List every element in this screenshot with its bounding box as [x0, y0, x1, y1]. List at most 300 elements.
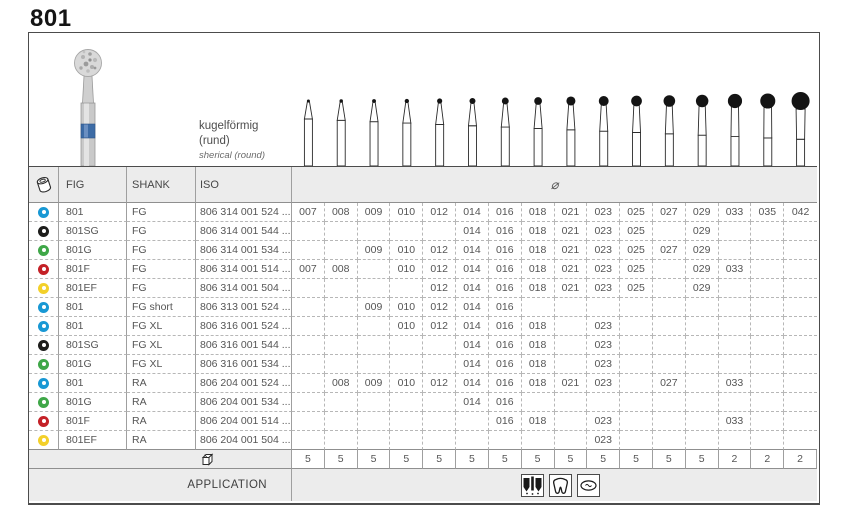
- size-cell: [456, 431, 489, 450]
- grit-color-dot: [38, 321, 49, 332]
- bur-size-silhouettes: [292, 53, 817, 166]
- grit-color-dot: [38, 378, 49, 389]
- size-cell: [620, 317, 653, 336]
- iso-cell: 806 314 001 534 ...: [196, 241, 292, 260]
- shape-name-de: kugelförmig: [199, 120, 259, 132]
- size-cell: 029: [686, 222, 719, 241]
- fig-cell: 801F: [59, 412, 127, 431]
- pack-quantity-cell: 5: [653, 450, 686, 469]
- shank-cell: FG XL: [127, 355, 196, 374]
- size-cell: [423, 393, 456, 412]
- cavity-preparation-icon: [521, 474, 544, 497]
- size-cell: 016: [489, 241, 522, 260]
- size-cell: 025: [620, 241, 653, 260]
- grit-dot-cell: [29, 393, 59, 412]
- size-cell: 014: [456, 336, 489, 355]
- size-cell: 033: [719, 203, 752, 222]
- size-cell: [292, 241, 325, 260]
- size-cell: 014: [456, 355, 489, 374]
- size-cell: [555, 355, 588, 374]
- size-cell: [555, 393, 588, 412]
- size-cell: [719, 241, 752, 260]
- size-cell: 008: [325, 260, 358, 279]
- pack-quantity-cell: 5: [325, 450, 358, 469]
- size-cell: [784, 317, 817, 336]
- grit-dot-cell: [29, 279, 59, 298]
- pack-quantity-cell: 5: [620, 450, 653, 469]
- shank-cell: FG XL: [127, 317, 196, 336]
- size-cell: [620, 355, 653, 374]
- size-cell: [555, 431, 588, 450]
- shank-cell: RA: [127, 412, 196, 431]
- inlay-preparation-icon: [577, 474, 600, 497]
- pack-quantity-cell: 5: [489, 450, 522, 469]
- bur-silhouette: [403, 99, 411, 166]
- size-cell: 025: [620, 279, 653, 298]
- grit-color-dot: [38, 245, 49, 256]
- grit-color-dot: [38, 283, 49, 294]
- grit-color-dot: [38, 397, 49, 408]
- size-cell: [292, 298, 325, 317]
- iso-cell: 806 204 001 504 ...: [196, 431, 292, 450]
- size-cell: [751, 393, 784, 412]
- size-cell: [784, 431, 817, 450]
- size-cell: [358, 222, 391, 241]
- iso-cell: 806 314 001 544 ...: [196, 222, 292, 241]
- shank-cell: RA: [127, 374, 196, 393]
- size-cell: 018: [522, 355, 555, 374]
- size-cell: [325, 279, 358, 298]
- bur-silhouette: [337, 99, 345, 166]
- size-cell: 018: [522, 241, 555, 260]
- size-cell: 012: [423, 241, 456, 260]
- pack-quantity-cell: 5: [686, 450, 719, 469]
- size-cell: 016: [489, 355, 522, 374]
- grit-color-dot: [38, 359, 49, 370]
- catalog-panel: [28, 32, 820, 505]
- size-cell: 010: [390, 241, 423, 260]
- size-cell: 018: [522, 336, 555, 355]
- size-cell: 012: [423, 260, 456, 279]
- grit-dot-cell: [29, 412, 59, 431]
- size-cell: 012: [423, 203, 456, 222]
- size-cell: 033: [719, 374, 752, 393]
- size-cell: [358, 431, 391, 450]
- fig-cell: 801: [59, 317, 127, 336]
- fig-cell: 801: [59, 298, 127, 317]
- bur-silhouette: [436, 98, 444, 166]
- size-cell: [653, 355, 686, 374]
- size-cell: 023: [587, 241, 620, 260]
- size-cell: [751, 317, 784, 336]
- shank-cell: FG: [127, 241, 196, 260]
- size-cell: 023: [587, 203, 620, 222]
- size-cell: [686, 317, 719, 336]
- pack-quantity-cell: 5: [587, 450, 620, 469]
- shape-description: [199, 119, 265, 162]
- size-cell: 016: [489, 298, 522, 317]
- grit-dot-cell: [29, 241, 59, 260]
- size-cell: [325, 393, 358, 412]
- grit-dot-cell: [29, 260, 59, 279]
- size-cell: 021: [555, 279, 588, 298]
- fig-cell: 801G: [59, 393, 127, 412]
- bur-silhouette: [728, 94, 742, 166]
- bur-silhouette: [760, 93, 775, 166]
- bur-silhouette: [468, 98, 476, 166]
- size-cell: [522, 298, 555, 317]
- iso-cell: 806 204 001 534 ...: [196, 393, 292, 412]
- size-cell: [784, 336, 817, 355]
- size-cell: 035: [751, 203, 784, 222]
- size-cell: 029: [686, 241, 719, 260]
- pack-quantity-cell: 5: [555, 450, 588, 469]
- shank-cell: FG XL: [127, 336, 196, 355]
- size-cell: [620, 298, 653, 317]
- size-cell: [358, 317, 391, 336]
- size-cell: 023: [587, 412, 620, 431]
- size-cell: 018: [522, 374, 555, 393]
- size-cell: [325, 336, 358, 355]
- size-cell: [390, 393, 423, 412]
- size-cell: [784, 260, 817, 279]
- size-cell: [325, 317, 358, 336]
- size-cell: 010: [390, 374, 423, 393]
- iso-cell: 806 314 001 524 ...: [196, 203, 292, 222]
- grit-color-dot: [38, 435, 49, 446]
- grit-color-dot: [38, 226, 49, 237]
- pack-quantity-cell: 2: [784, 450, 817, 469]
- size-cell: [751, 355, 784, 374]
- catalog-table: [29, 166, 817, 501]
- size-cell: [784, 355, 817, 374]
- size-cell: 007: [292, 203, 325, 222]
- size-cell: [719, 393, 752, 412]
- size-cell: 008: [325, 203, 358, 222]
- size-cell: 009: [358, 298, 391, 317]
- size-cell: [620, 412, 653, 431]
- size-cell: 012: [423, 298, 456, 317]
- iso-cell: 806 316 001 524 ...: [196, 317, 292, 336]
- fig-cell: 801G: [59, 355, 127, 374]
- size-cell: 021: [555, 222, 588, 241]
- size-cell: 009: [358, 203, 391, 222]
- size-cell: [686, 355, 719, 374]
- size-cell: 008: [325, 374, 358, 393]
- size-cell: 023: [587, 222, 620, 241]
- size-cell: 010: [390, 317, 423, 336]
- size-cell: 025: [620, 260, 653, 279]
- pack-quantity-cell: 5: [423, 450, 456, 469]
- shape-name-en: sherical (round): [199, 149, 265, 161]
- size-cell: [686, 393, 719, 412]
- size-cell: [686, 336, 719, 355]
- size-cell: [555, 412, 588, 431]
- size-cell: [390, 336, 423, 355]
- size-cell: 016: [489, 317, 522, 336]
- size-cell: [620, 336, 653, 355]
- size-cell: [653, 279, 686, 298]
- application-label: APPLICATION: [29, 469, 292, 501]
- size-cell: [653, 298, 686, 317]
- pack-quantity-cell: 5: [522, 450, 555, 469]
- size-cell: 021: [555, 374, 588, 393]
- size-cell: [686, 431, 719, 450]
- size-cell: 016: [489, 260, 522, 279]
- size-cell: [325, 355, 358, 374]
- size-cell: [751, 431, 784, 450]
- shank-cell: FG: [127, 260, 196, 279]
- grit-color-dot: [38, 264, 49, 275]
- size-cell: [784, 241, 817, 260]
- size-cell: 014: [456, 298, 489, 317]
- size-cell: 021: [555, 203, 588, 222]
- shank-header: SHANK: [127, 167, 196, 203]
- grit-dot-cell: [29, 336, 59, 355]
- fig-cell: 801G: [59, 241, 127, 260]
- grit-dot-cell: [29, 298, 59, 317]
- size-cell: [719, 336, 752, 355]
- iso-cell: 806 204 001 524 ...: [196, 374, 292, 393]
- size-cell: 023: [587, 431, 620, 450]
- size-cell: 033: [719, 260, 752, 279]
- occlusal-anatomy-icon: [549, 474, 572, 497]
- pack-quantity-cell: 5: [390, 450, 423, 469]
- bur-silhouette: [696, 95, 708, 166]
- size-cell: [653, 260, 686, 279]
- size-cell: [653, 317, 686, 336]
- size-cell: [423, 222, 456, 241]
- size-cell: 014: [456, 317, 489, 336]
- bur-silhouette: [370, 99, 378, 166]
- size-cell: 023: [587, 260, 620, 279]
- size-cell: [784, 298, 817, 317]
- size-cell: [653, 412, 686, 431]
- shank-cell: FG: [127, 279, 196, 298]
- grit-dot-cell: [29, 317, 59, 336]
- size-cell: [751, 412, 784, 431]
- size-cell: 014: [456, 393, 489, 412]
- grit-dot-cell: [29, 431, 59, 450]
- size-cell: 010: [390, 298, 423, 317]
- grit-color-dot: [38, 302, 49, 313]
- size-cell: [555, 298, 588, 317]
- size-cell: 016: [489, 336, 522, 355]
- size-cell: [751, 298, 784, 317]
- grit-color-dot: [38, 207, 49, 218]
- bur-silhouette: [599, 96, 609, 166]
- shank-cell: RA: [127, 393, 196, 412]
- grit-dot-cell: [29, 374, 59, 393]
- size-cell: 025: [620, 203, 653, 222]
- size-cell: [686, 412, 719, 431]
- fig-cell: 801EF: [59, 279, 127, 298]
- size-cell: 014: [456, 279, 489, 298]
- size-cell: [292, 393, 325, 412]
- size-cell: [653, 336, 686, 355]
- size-cell: 012: [423, 317, 456, 336]
- size-cell: 009: [358, 241, 391, 260]
- bur-silhouette: [501, 98, 509, 166]
- bur-silhouette: [792, 92, 810, 166]
- iso-cell: 806 316 001 544 ...: [196, 336, 292, 355]
- size-cell: 023: [587, 355, 620, 374]
- size-cell: [390, 412, 423, 431]
- size-cell: 014: [456, 222, 489, 241]
- size-cell: [423, 412, 456, 431]
- iso-cell: 806 313 001 524 ...: [196, 298, 292, 317]
- size-cell: [358, 355, 391, 374]
- bur-photo: [59, 43, 139, 166]
- fig-header: FIG: [59, 167, 127, 203]
- pack-quantity-cell: 5: [358, 450, 391, 469]
- fig-cell: 801SG: [59, 336, 127, 355]
- size-cell: [390, 222, 423, 241]
- size-cell: [292, 431, 325, 450]
- size-cell: [292, 222, 325, 241]
- size-cell: [751, 336, 784, 355]
- application-icons-cell: [292, 469, 817, 501]
- size-cell: 023: [587, 317, 620, 336]
- shape-name-de-2: (rund): [199, 134, 230, 147]
- size-cell: [522, 393, 555, 412]
- size-cell: [325, 241, 358, 260]
- size-cell: 018: [522, 260, 555, 279]
- size-cell: [292, 355, 325, 374]
- size-cell: [751, 222, 784, 241]
- size-cell: 023: [587, 279, 620, 298]
- size-cell: [653, 222, 686, 241]
- grit-dot-cell: [29, 222, 59, 241]
- iso-cell: 806 316 001 534 ...: [196, 355, 292, 374]
- fig-cell: 801EF: [59, 431, 127, 450]
- iso-cell: 806 204 001 514 ...: [196, 412, 292, 431]
- size-cell: [653, 393, 686, 412]
- size-cell: [719, 431, 752, 450]
- iso-cell: 806 314 001 514 ...: [196, 260, 292, 279]
- size-cell: 014: [456, 260, 489, 279]
- size-cell: [587, 393, 620, 412]
- size-cell: [390, 355, 423, 374]
- size-cell: [325, 222, 358, 241]
- size-cell: 029: [686, 279, 719, 298]
- size-cell: [358, 279, 391, 298]
- size-cell: 007: [292, 260, 325, 279]
- size-cell: [784, 393, 817, 412]
- size-cell: [587, 298, 620, 317]
- size-cell: [325, 412, 358, 431]
- size-cell: [751, 374, 784, 393]
- size-cell: [686, 374, 719, 393]
- size-cell: [719, 317, 752, 336]
- size-cell: [456, 412, 489, 431]
- size-cell: [489, 431, 522, 450]
- size-cell: 027: [653, 374, 686, 393]
- pack-quantity-cell: 2: [719, 450, 752, 469]
- size-cell: [555, 336, 588, 355]
- size-cell: 016: [489, 222, 522, 241]
- iso-cell: 806 314 001 504 ...: [196, 279, 292, 298]
- size-cell: [555, 317, 588, 336]
- size-cell: [423, 431, 456, 450]
- size-cell: [784, 279, 817, 298]
- bur-silhouette: [534, 97, 542, 166]
- fig-cell: 801: [59, 374, 127, 393]
- size-cell: 016: [489, 374, 522, 393]
- pack-quantity-cell: 5: [292, 450, 325, 469]
- size-cell: [358, 260, 391, 279]
- size-cell: [784, 222, 817, 241]
- size-cell: 033: [719, 412, 752, 431]
- size-cell: 016: [489, 279, 522, 298]
- size-cell: [292, 279, 325, 298]
- size-cell: [325, 431, 358, 450]
- size-cell: [686, 298, 719, 317]
- diameter-header: ⌀: [292, 167, 817, 203]
- pack-quantity-cell: 5: [456, 450, 489, 469]
- fig-cell: 801SG: [59, 222, 127, 241]
- grit-dot-cell: [29, 203, 59, 222]
- shank-cell: FG short: [127, 298, 196, 317]
- size-cell: [620, 374, 653, 393]
- size-cell: [325, 298, 358, 317]
- shank-cell: FG: [127, 222, 196, 241]
- size-cell: 012: [423, 279, 456, 298]
- size-cell: 018: [522, 279, 555, 298]
- size-cell: 018: [522, 222, 555, 241]
- size-cell: 027: [653, 241, 686, 260]
- size-cell: [751, 260, 784, 279]
- size-cell: [719, 355, 752, 374]
- size-cell: 042: [784, 203, 817, 222]
- size-cell: [653, 431, 686, 450]
- iso-header: ISO: [196, 167, 292, 203]
- size-cell: 014: [456, 374, 489, 393]
- size-cell: 029: [686, 260, 719, 279]
- size-cell: [719, 279, 752, 298]
- size-cell: [390, 279, 423, 298]
- size-cell: 016: [489, 412, 522, 431]
- bur-silhouette: [664, 95, 676, 166]
- size-cell: [390, 431, 423, 450]
- grit-color-dot: [38, 416, 49, 427]
- size-cell: [292, 412, 325, 431]
- size-cell: [784, 374, 817, 393]
- size-cell: [719, 298, 752, 317]
- bur-silhouette: [566, 96, 575, 166]
- size-cell: [358, 336, 391, 355]
- bur-silhouette: [631, 96, 642, 166]
- size-cell: [423, 355, 456, 374]
- package-icon: [29, 450, 292, 469]
- shank-cell: FG: [127, 203, 196, 222]
- grit-color-dot: [38, 340, 49, 351]
- fig-cell: 801: [59, 203, 127, 222]
- shank-cell: RA: [127, 431, 196, 450]
- size-cell: [292, 336, 325, 355]
- bur-silhouette: [304, 99, 312, 166]
- size-cell: 027: [653, 203, 686, 222]
- size-cell: 018: [522, 203, 555, 222]
- size-cell: 018: [522, 317, 555, 336]
- size-cell: [358, 412, 391, 431]
- size-cell: 025: [620, 222, 653, 241]
- size-cell: 021: [555, 260, 588, 279]
- bur-head-icon: [29, 167, 59, 203]
- size-cell: [719, 222, 752, 241]
- size-cell: [620, 393, 653, 412]
- size-cell: 016: [489, 203, 522, 222]
